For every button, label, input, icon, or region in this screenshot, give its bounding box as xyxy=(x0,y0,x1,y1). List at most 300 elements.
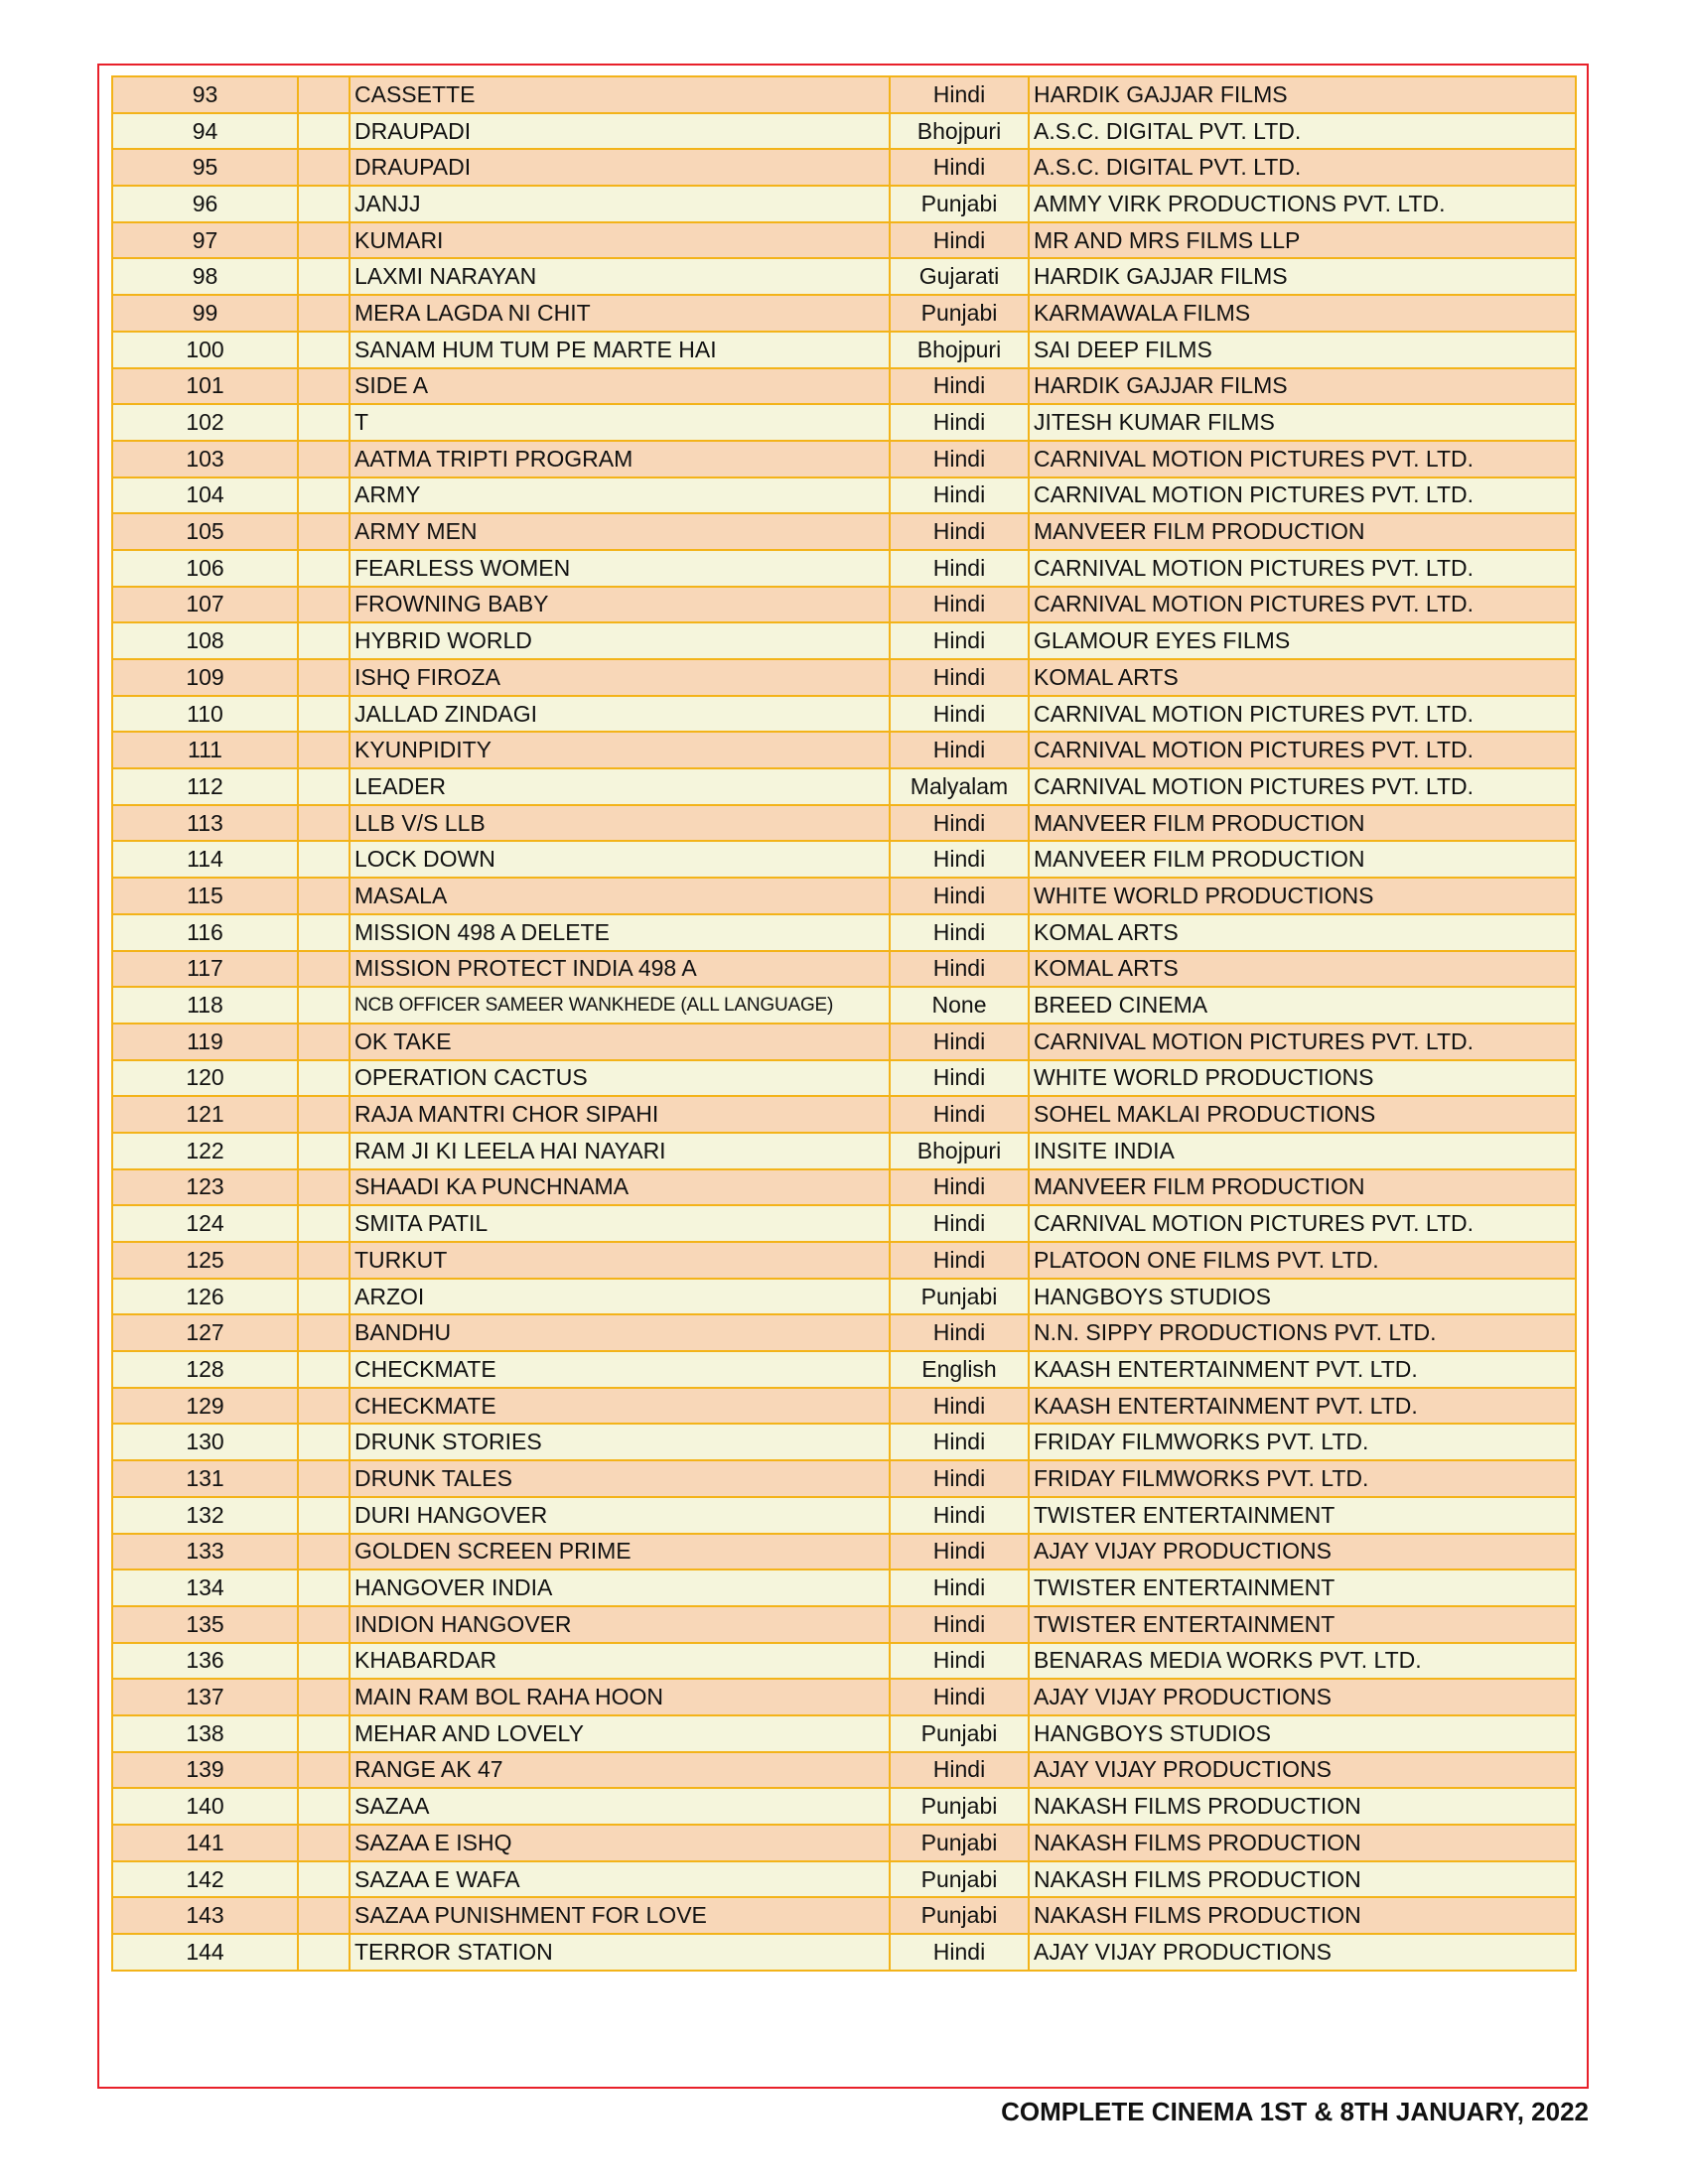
blank-cell xyxy=(298,222,350,259)
blank-cell xyxy=(298,1788,350,1825)
blank-cell xyxy=(298,1715,350,1752)
language-cell: Hindi xyxy=(890,696,1029,733)
film-title-cell: KUMARI xyxy=(350,222,890,259)
film-title-cell: SHAADI KA PUNCHNAMA xyxy=(350,1169,890,1206)
table-row xyxy=(112,113,1576,150)
serial-number-cell: 134 xyxy=(112,1570,298,1606)
serial-number-cell: 103 xyxy=(112,441,298,478)
producer-cell: SAI DEEP FILMS xyxy=(1029,332,1576,368)
producer-cell: HARDIK GAJJAR FILMS xyxy=(1029,368,1576,405)
table-row xyxy=(112,1314,1576,1351)
producer-cell: MANVEER FILM PRODUCTION xyxy=(1029,1169,1576,1206)
film-title-cell: BANDHU xyxy=(350,1314,890,1351)
language-cell: Hindi xyxy=(890,149,1029,186)
producer-cell: MANVEER FILM PRODUCTION xyxy=(1029,805,1576,842)
table-row xyxy=(112,622,1576,659)
producer-cell: TWISTER ENTERTAINMENT xyxy=(1029,1606,1576,1643)
table-row xyxy=(112,1242,1576,1279)
blank-cell xyxy=(298,1314,350,1351)
film-title-cell: DRUNK STORIES xyxy=(350,1424,890,1460)
blank-cell xyxy=(298,914,350,951)
table-row xyxy=(112,951,1576,988)
language-cell: Hindi xyxy=(890,368,1029,405)
blank-cell xyxy=(298,659,350,696)
serial-number-cell: 143 xyxy=(112,1897,298,1934)
film-title-cell: ISHQ FIROZA xyxy=(350,659,890,696)
blank-cell xyxy=(298,332,350,368)
language-cell: Hindi xyxy=(890,1388,1029,1425)
serial-number-cell: 108 xyxy=(112,622,298,659)
language-cell: Hindi xyxy=(890,1424,1029,1460)
blank-cell xyxy=(298,696,350,733)
producer-cell: PLATOON ONE FILMS PVT. LTD. xyxy=(1029,1242,1576,1279)
serial-number-cell: 126 xyxy=(112,1279,298,1315)
language-cell: Malyalam xyxy=(890,768,1029,805)
film-title-cell: SANAM HUM TUM PE MARTE HAI xyxy=(350,332,890,368)
serial-number-cell: 135 xyxy=(112,1606,298,1643)
film-title-cell: CHECKMATE xyxy=(350,1351,890,1388)
serial-number-cell: 105 xyxy=(112,513,298,550)
serial-number-cell: 140 xyxy=(112,1788,298,1825)
language-cell: Hindi xyxy=(890,76,1029,113)
blank-cell xyxy=(298,732,350,768)
serial-number-cell: 112 xyxy=(112,768,298,805)
film-title-cell: LEADER xyxy=(350,768,890,805)
producer-cell: CARNIVAL MOTION PICTURES PVT. LTD. xyxy=(1029,732,1576,768)
film-title-cell: SIDE A xyxy=(350,368,890,405)
blank-cell xyxy=(298,113,350,150)
producer-cell: CARNIVAL MOTION PICTURES PVT. LTD. xyxy=(1029,696,1576,733)
blank-cell xyxy=(298,186,350,222)
producer-cell: INSITE INDIA xyxy=(1029,1133,1576,1169)
serial-number-cell: 109 xyxy=(112,659,298,696)
blank-cell xyxy=(298,1024,350,1060)
serial-number-cell: 94 xyxy=(112,113,298,150)
table-row xyxy=(112,659,1576,696)
table-row xyxy=(112,478,1576,514)
serial-number-cell: 132 xyxy=(112,1497,298,1534)
blank-cell xyxy=(298,1424,350,1460)
language-cell: Hindi xyxy=(890,1205,1029,1242)
language-cell: Punjabi xyxy=(890,1715,1029,1752)
blank-cell xyxy=(298,1242,350,1279)
table-row xyxy=(112,186,1576,222)
blank-cell xyxy=(298,1934,350,1971)
table-row xyxy=(112,1606,1576,1643)
table-row xyxy=(112,1934,1576,1971)
serial-number-cell: 93 xyxy=(112,76,298,113)
serial-number-cell: 139 xyxy=(112,1752,298,1789)
language-cell: Punjabi xyxy=(890,1788,1029,1825)
film-title-cell: MISSION 498 A DELETE xyxy=(350,914,890,951)
serial-number-cell: 118 xyxy=(112,987,298,1024)
serial-number-cell: 142 xyxy=(112,1861,298,1898)
producer-cell: FRIDAY FILMWORKS PVT. LTD. xyxy=(1029,1460,1576,1497)
film-title-cell: LOCK DOWN xyxy=(350,841,890,878)
producer-cell: A.S.C. DIGITAL PVT. LTD. xyxy=(1029,149,1576,186)
table-row xyxy=(112,149,1576,186)
serial-number-cell: 120 xyxy=(112,1060,298,1097)
language-cell: Punjabi xyxy=(890,1825,1029,1861)
language-cell: Punjabi xyxy=(890,1861,1029,1898)
blank-cell xyxy=(298,149,350,186)
blank-cell xyxy=(298,951,350,988)
producer-cell: NAKASH FILMS PRODUCTION xyxy=(1029,1788,1576,1825)
table-row xyxy=(112,1133,1576,1169)
language-cell: Hindi xyxy=(890,404,1029,441)
language-cell: Hindi xyxy=(890,1570,1029,1606)
film-title-cell: TERROR STATION xyxy=(350,1934,890,1971)
table-row xyxy=(112,1024,1576,1060)
serial-number-cell: 131 xyxy=(112,1460,298,1497)
film-title-cell: FROWNING BABY xyxy=(350,587,890,623)
language-cell: Punjabi xyxy=(890,1279,1029,1315)
blank-cell xyxy=(298,622,350,659)
producer-cell: AJAY VIJAY PRODUCTIONS xyxy=(1029,1679,1576,1715)
serial-number-cell: 110 xyxy=(112,696,298,733)
film-title-cell: SAZAA PUNISHMENT FOR LOVE xyxy=(350,1897,890,1934)
film-title-cell: TURKUT xyxy=(350,1242,890,1279)
table-row xyxy=(112,1643,1576,1680)
blank-cell xyxy=(298,587,350,623)
table-row xyxy=(112,222,1576,259)
serial-number-cell: 106 xyxy=(112,550,298,587)
blank-cell xyxy=(298,1169,350,1206)
blank-cell xyxy=(298,987,350,1024)
blank-cell xyxy=(298,1279,350,1315)
producer-cell: CARNIVAL MOTION PICTURES PVT. LTD. xyxy=(1029,478,1576,514)
film-title-cell: HANGOVER INDIA xyxy=(350,1570,890,1606)
table-row xyxy=(112,587,1576,623)
language-cell: Gujarati xyxy=(890,258,1029,295)
blank-cell xyxy=(298,1897,350,1934)
language-cell: Hindi xyxy=(890,1497,1029,1534)
film-title-cell: RAJA MANTRI CHOR SIPAHI xyxy=(350,1096,890,1133)
language-cell: Hindi xyxy=(890,1242,1029,1279)
language-cell: Hindi xyxy=(890,513,1029,550)
producer-cell: AJAY VIJAY PRODUCTIONS xyxy=(1029,1534,1576,1570)
film-title-cell: SMITA PATIL xyxy=(350,1205,890,1242)
producer-cell: MR AND MRS FILMS LLP xyxy=(1029,222,1576,259)
serial-number-cell: 127 xyxy=(112,1314,298,1351)
film-title-cell: RANGE AK 47 xyxy=(350,1752,890,1789)
language-cell: Hindi xyxy=(890,1534,1029,1570)
table-row xyxy=(112,805,1576,842)
blank-cell xyxy=(298,368,350,405)
table-row xyxy=(112,550,1576,587)
serial-number-cell: 128 xyxy=(112,1351,298,1388)
table-row xyxy=(112,732,1576,768)
blank-cell xyxy=(298,768,350,805)
producer-cell: HANGBOYS STUDIOS xyxy=(1029,1715,1576,1752)
language-cell: Hindi xyxy=(890,550,1029,587)
producer-cell: AMMY VIRK PRODUCTIONS PVT. LTD. xyxy=(1029,186,1576,222)
language-cell: Bhojpuri xyxy=(890,332,1029,368)
table-row xyxy=(112,1861,1576,1898)
film-title-cell: ARZOI xyxy=(350,1279,890,1315)
film-title-cell: FEARLESS WOMEN xyxy=(350,550,890,587)
producer-cell: WHITE WORLD PRODUCTIONS xyxy=(1029,878,1576,914)
serial-number-cell: 123 xyxy=(112,1169,298,1206)
serial-number-cell: 111 xyxy=(112,732,298,768)
film-title-cell: MEHAR AND LOVELY xyxy=(350,1715,890,1752)
film-title-cell: T xyxy=(350,404,890,441)
producer-cell: N.N. SIPPY PRODUCTIONS PVT. LTD. xyxy=(1029,1314,1576,1351)
titles-table xyxy=(111,75,1577,1972)
language-cell: Hindi xyxy=(890,1169,1029,1206)
language-cell: Hindi xyxy=(890,1060,1029,1097)
producer-cell: A.S.C. DIGITAL PVT. LTD. xyxy=(1029,113,1576,150)
film-title-cell: GOLDEN SCREEN PRIME xyxy=(350,1534,890,1570)
table-row xyxy=(112,1460,1576,1497)
table-row xyxy=(112,1570,1576,1606)
language-cell: Punjabi xyxy=(890,1897,1029,1934)
table-row xyxy=(112,914,1576,951)
table-row xyxy=(112,1169,1576,1206)
table-row xyxy=(112,1205,1576,1242)
serial-number-cell: 116 xyxy=(112,914,298,951)
table-row xyxy=(112,1351,1576,1388)
table-row xyxy=(112,1752,1576,1789)
serial-number-cell: 129 xyxy=(112,1388,298,1425)
table-row xyxy=(112,404,1576,441)
language-cell: Bhojpuri xyxy=(890,113,1029,150)
blank-cell xyxy=(298,1534,350,1570)
language-cell: Hindi xyxy=(890,1314,1029,1351)
film-title-cell: OPERATION CACTUS xyxy=(350,1060,890,1097)
film-title-cell: MERA LAGDA NI CHIT xyxy=(350,295,890,332)
serial-number-cell: 104 xyxy=(112,478,298,514)
film-title-cell: JALLAD ZINDAGI xyxy=(350,696,890,733)
producer-cell: AJAY VIJAY PRODUCTIONS xyxy=(1029,1752,1576,1789)
serial-number-cell: 141 xyxy=(112,1825,298,1861)
language-cell: Hindi xyxy=(890,805,1029,842)
language-cell: Hindi xyxy=(890,1096,1029,1133)
blank-cell xyxy=(298,1861,350,1898)
blank-cell xyxy=(298,1388,350,1425)
film-title-cell: CASSETTE xyxy=(350,76,890,113)
blank-cell xyxy=(298,404,350,441)
film-title-cell: JANJJ xyxy=(350,186,890,222)
blank-cell xyxy=(298,1752,350,1789)
table-row xyxy=(112,1060,1576,1097)
language-cell: Hindi xyxy=(890,732,1029,768)
language-cell: Hindi xyxy=(890,1024,1029,1060)
blank-cell xyxy=(298,295,350,332)
table-row xyxy=(112,258,1576,295)
language-cell: Hindi xyxy=(890,1643,1029,1680)
table-row xyxy=(112,1534,1576,1570)
language-cell: Hindi xyxy=(890,1752,1029,1789)
producer-cell: BENARAS MEDIA WORKS PVT. LTD. xyxy=(1029,1643,1576,1680)
producer-cell: KOMAL ARTS xyxy=(1029,659,1576,696)
serial-number-cell: 96 xyxy=(112,186,298,222)
producer-cell: TWISTER ENTERTAINMENT xyxy=(1029,1570,1576,1606)
film-title-cell: SAZAA E ISHQ xyxy=(350,1825,890,1861)
blank-cell xyxy=(298,550,350,587)
table-row xyxy=(112,1679,1576,1715)
serial-number-cell: 102 xyxy=(112,404,298,441)
table-body xyxy=(112,76,1576,1971)
film-title-cell: SAZAA E WAFA xyxy=(350,1861,890,1898)
producer-cell: JITESH KUMAR FILMS xyxy=(1029,404,1576,441)
serial-number-cell: 144 xyxy=(112,1934,298,1971)
table-row xyxy=(112,1788,1576,1825)
serial-number-cell: 107 xyxy=(112,587,298,623)
table-row xyxy=(112,841,1576,878)
serial-number-cell: 113 xyxy=(112,805,298,842)
language-cell: Hindi xyxy=(890,1934,1029,1971)
serial-number-cell: 119 xyxy=(112,1024,298,1060)
table-row xyxy=(112,987,1576,1024)
blank-cell xyxy=(298,76,350,113)
producer-cell: NAKASH FILMS PRODUCTION xyxy=(1029,1897,1576,1934)
film-title-cell: MISSION PROTECT INDIA 498 A xyxy=(350,951,890,988)
film-title-cell: INDION HANGOVER xyxy=(350,1606,890,1643)
table-row xyxy=(112,1096,1576,1133)
blank-cell xyxy=(298,1060,350,1097)
serial-number-cell: 117 xyxy=(112,951,298,988)
table-row xyxy=(112,513,1576,550)
table-row xyxy=(112,1497,1576,1534)
table-row xyxy=(112,368,1576,405)
serial-number-cell: 130 xyxy=(112,1424,298,1460)
producer-cell: CARNIVAL MOTION PICTURES PVT. LTD. xyxy=(1029,1205,1576,1242)
producer-cell: KARMAWALA FILMS xyxy=(1029,295,1576,332)
film-title-cell: RAM JI KI LEELA HAI NAYARI xyxy=(350,1133,890,1169)
producer-cell: CARNIVAL MOTION PICTURES PVT. LTD. xyxy=(1029,768,1576,805)
producer-cell: NAKASH FILMS PRODUCTION xyxy=(1029,1825,1576,1861)
blank-cell xyxy=(298,258,350,295)
language-cell: Hindi xyxy=(890,914,1029,951)
blank-cell xyxy=(298,1825,350,1861)
serial-number-cell: 114 xyxy=(112,841,298,878)
blank-cell xyxy=(298,1096,350,1133)
language-cell: Hindi xyxy=(890,1460,1029,1497)
producer-cell: KAASH ENTERTAINMENT PVT. LTD. xyxy=(1029,1388,1576,1425)
table-row xyxy=(112,441,1576,478)
producer-cell: BREED CINEMA xyxy=(1029,987,1576,1024)
blank-cell xyxy=(298,1606,350,1643)
producer-cell: CARNIVAL MOTION PICTURES PVT. LTD. xyxy=(1029,587,1576,623)
table-row xyxy=(112,768,1576,805)
serial-number-cell: 121 xyxy=(112,1096,298,1133)
serial-number-cell: 137 xyxy=(112,1679,298,1715)
blank-cell xyxy=(298,1133,350,1169)
page-footer: COMPLETE CINEMA 1ST & 8TH JANUARY, 2022 xyxy=(1001,2097,1589,2126)
blank-cell xyxy=(298,441,350,478)
table-row xyxy=(112,76,1576,113)
producer-cell: CARNIVAL MOTION PICTURES PVT. LTD. xyxy=(1029,1024,1576,1060)
film-title-cell: ARMY xyxy=(350,478,890,514)
film-title-cell: MAIN RAM BOL RAHA HOON xyxy=(350,1679,890,1715)
producer-cell: NAKASH FILMS PRODUCTION xyxy=(1029,1861,1576,1898)
table-row xyxy=(112,1897,1576,1934)
table-row xyxy=(112,1388,1576,1425)
producer-cell: CARNIVAL MOTION PICTURES PVT. LTD. xyxy=(1029,441,1576,478)
producer-cell: FRIDAY FILMWORKS PVT. LTD. xyxy=(1029,1424,1576,1460)
blank-cell xyxy=(298,513,350,550)
serial-number-cell: 125 xyxy=(112,1242,298,1279)
serial-number-cell: 136 xyxy=(112,1643,298,1680)
film-title-cell: DURI HANGOVER xyxy=(350,1497,890,1534)
serial-number-cell: 138 xyxy=(112,1715,298,1752)
serial-number-cell: 124 xyxy=(112,1205,298,1242)
language-cell: Hindi xyxy=(890,1679,1029,1715)
film-title-cell: DRAUPADI xyxy=(350,113,890,150)
blank-cell xyxy=(298,1205,350,1242)
producer-cell: HANGBOYS STUDIOS xyxy=(1029,1279,1576,1315)
table-row xyxy=(112,696,1576,733)
blank-cell xyxy=(298,1679,350,1715)
film-title-cell: DRUNK TALES xyxy=(350,1460,890,1497)
film-title-cell: AATMA TRIPTI PROGRAM xyxy=(350,441,890,478)
language-cell: Punjabi xyxy=(890,295,1029,332)
serial-number-cell: 95 xyxy=(112,149,298,186)
film-title-cell: NCB OFFICER SAMEER WANKHEDE (ALL LANGUAGE) xyxy=(350,987,890,1024)
language-cell: Hindi xyxy=(890,951,1029,988)
serial-number-cell: 98 xyxy=(112,258,298,295)
producer-cell: MANVEER FILM PRODUCTION xyxy=(1029,513,1576,550)
producer-cell: AJAY VIJAY PRODUCTIONS xyxy=(1029,1934,1576,1971)
blank-cell xyxy=(298,1570,350,1606)
language-cell: Hindi xyxy=(890,622,1029,659)
producer-cell: KAASH ENTERTAINMENT PVT. LTD. xyxy=(1029,1351,1576,1388)
film-title-cell: LLB V/S LLB xyxy=(350,805,890,842)
blank-cell xyxy=(298,1497,350,1534)
blank-cell xyxy=(298,1643,350,1680)
serial-number-cell: 122 xyxy=(112,1133,298,1169)
blank-cell xyxy=(298,805,350,842)
serial-number-cell: 133 xyxy=(112,1534,298,1570)
language-cell: None xyxy=(890,987,1029,1024)
language-cell: English xyxy=(890,1351,1029,1388)
film-title-cell: CHECKMATE xyxy=(350,1388,890,1425)
table-row xyxy=(112,878,1576,914)
language-cell: Bhojpuri xyxy=(890,1133,1029,1169)
language-cell: Hindi xyxy=(890,222,1029,259)
serial-number-cell: 101 xyxy=(112,368,298,405)
serial-number-cell: 115 xyxy=(112,878,298,914)
language-cell: Hindi xyxy=(890,841,1029,878)
film-title-cell: HYBRID WORLD xyxy=(350,622,890,659)
producer-cell: HARDIK GAJJAR FILMS xyxy=(1029,76,1576,113)
producer-cell: SOHEL MAKLAI PRODUCTIONS xyxy=(1029,1096,1576,1133)
table-row xyxy=(112,1825,1576,1861)
film-title-cell: ARMY MEN xyxy=(350,513,890,550)
language-cell: Punjabi xyxy=(890,186,1029,222)
language-cell: Hindi xyxy=(890,441,1029,478)
producer-cell: KOMAL ARTS xyxy=(1029,914,1576,951)
blank-cell xyxy=(298,478,350,514)
producer-cell: MANVEER FILM PRODUCTION xyxy=(1029,841,1576,878)
language-cell: Hindi xyxy=(890,587,1029,623)
blank-cell xyxy=(298,841,350,878)
language-cell: Hindi xyxy=(890,1606,1029,1643)
film-title-cell: MASALA xyxy=(350,878,890,914)
table-row xyxy=(112,332,1576,368)
blank-cell xyxy=(298,1460,350,1497)
film-title-cell: LAXMI NARAYAN xyxy=(350,258,890,295)
table-row xyxy=(112,1279,1576,1315)
language-cell: Hindi xyxy=(890,878,1029,914)
blank-cell xyxy=(298,878,350,914)
serial-number-cell: 97 xyxy=(112,222,298,259)
blank-cell xyxy=(298,1351,350,1388)
producer-cell: GLAMOUR EYES FILMS xyxy=(1029,622,1576,659)
language-cell: Hindi xyxy=(890,478,1029,514)
table-row xyxy=(112,295,1576,332)
